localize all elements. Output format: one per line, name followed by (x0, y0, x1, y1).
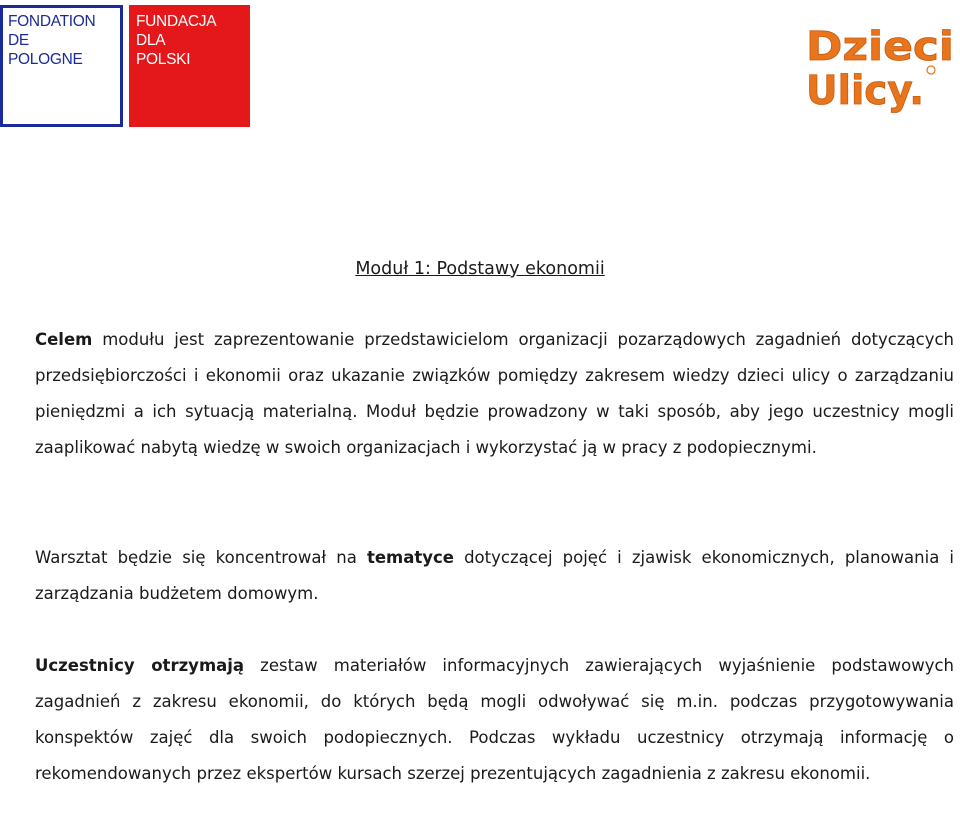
fundacja-dla-polski-logo (129, 5, 250, 127)
logo-text-line: POLSKI (136, 51, 191, 68)
logo-word-dzieci: Dzieci (806, 24, 954, 70)
bold-phrase: tematyce (366, 548, 454, 567)
paragraph-goal (35, 322, 954, 466)
logo-word-ulicy: Ulicy. (806, 68, 924, 113)
paragraph-text: zestaw materiałów informacyjnych zawierających wyjaśnienie podstawowych zagadnień z zakresu ekonomii, do których będą mogli odwoływać się m.in. podczas przygotowywania konspektów zajęć dla swoich podopiecznych. Podczas wykładu uczestnicy otrzymają informację o rekomendowanych przez ekspertów kursach szerzej prezentujących zagadnienia z zakresu ekonomii. (35, 656, 954, 783)
logo-text-line: DLA (136, 32, 166, 49)
bold-phrase: Celem (35, 330, 93, 349)
logo-text-line: DE (8, 32, 29, 49)
module-title: Moduł 1: Podstawy ekonomii (355, 259, 605, 279)
logo-text-line: POLOGNE (8, 51, 83, 68)
paragraph-text: modułu jest zaprezentowanie przedstawicielom organizacji pozarządowych zagadnień dotyczących przedsiębiorczości i ekonomii oraz ukazanie związków pomiędzy zakresem wiedzy dzieci ulicy o zarządzaniu pieniędzmi a ich sytuacją materialną. Moduł będzie prowadzony w taki sposób, aby jego uczestnicy mogli zaaplikować nabytą wiedzę w swoich organizacjach i wykorzystać ją w pracy z podopiecznymi. (35, 330, 954, 457)
paragraph-text: Warsztat będzie się koncentrował na (35, 548, 367, 567)
paragraph-participants (35, 648, 954, 792)
bold-phrase: Uczestnicy otrzymają (35, 656, 245, 675)
logo-text-line: FUNDACJA (136, 13, 217, 30)
paragraph-workshop (35, 540, 954, 612)
paragraph-text: dotyczącej pojęć i zjawisk ekonomicznych, planowania i zarządzania budżetem domowym. (35, 548, 955, 603)
dzieci-ulicy-logo (800, 18, 960, 113)
fondation-de-pologne-logo (0, 5, 123, 127)
logo-text-line: FONDATION (8, 13, 96, 30)
